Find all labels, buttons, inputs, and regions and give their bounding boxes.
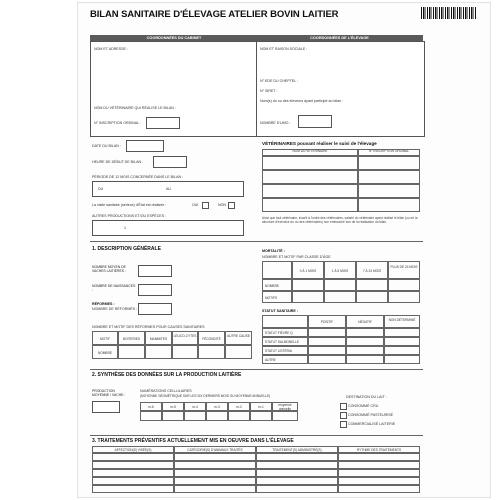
mortality-cell[interactable] xyxy=(292,279,324,291)
status-cell[interactable] xyxy=(384,328,420,337)
vets-col-name: NOM DU VÉTÉRINAIRE xyxy=(262,149,358,156)
treatment-cell[interactable] xyxy=(338,485,420,493)
status-cell[interactable] xyxy=(308,355,346,364)
mortality-cell[interactable] xyxy=(324,291,356,303)
status-cell[interactable] xyxy=(384,355,420,364)
divider xyxy=(90,435,423,436)
treatment-col-header: RYTHME DES TRAITEMENTS xyxy=(338,446,420,453)
mortality-cell[interactable] xyxy=(388,279,420,291)
cabinet-header: COORDONNÉES DU CABINET xyxy=(90,35,258,41)
births-label: NOMBRE DE NAISSANCES : xyxy=(92,284,136,292)
cabinet-ordinal-label: N° INSCRIPTION ORDINAL : xyxy=(94,121,142,125)
month-header: m-4 xyxy=(184,402,206,411)
vets-col-ordinal: N° INSCRIPTION ORDINAL xyxy=(358,149,420,156)
status-cell[interactable] xyxy=(308,337,346,346)
status-col-header: NÉGATIF xyxy=(346,315,384,328)
other-productions-value: 1 xyxy=(124,226,126,230)
period-label: PÉRIODE DE 12 MOIS CONCERNÉE DANS LE BILAN : xyxy=(92,175,184,179)
dest-pasteurized-checkbox[interactable] xyxy=(340,412,347,419)
treatment-cell[interactable] xyxy=(92,477,174,485)
reforms-count-label: NOMBRE DE RÉFORMÉS : xyxy=(92,307,138,311)
motif-col-header: FÉCONDITÉ xyxy=(198,331,225,345)
dest-dairy-label: COMMERCIALISÉ LAITERIE xyxy=(348,422,396,426)
treatment-col-header: AFFECTION(S) VISÉE(S) xyxy=(92,446,174,453)
reform-motif-title: NOMBRE ET MOTIF DES RÉFORMES POUR CAUSES SANITAIRES xyxy=(92,325,205,329)
visit-label: La visite sanitaire (sérieux) d'État est réalisée : xyxy=(92,203,167,207)
status-cell[interactable] xyxy=(346,328,384,337)
month-header: m-1 xyxy=(250,402,272,411)
date-label: DATE DU BILAN : xyxy=(92,144,121,148)
mortality-col-header: PLUS DE 24 MOIS xyxy=(388,261,420,279)
month-cell[interactable] xyxy=(184,411,206,421)
mortality-cell[interactable] xyxy=(292,291,324,303)
status-row-label: STATUT LISTÉRIA xyxy=(262,346,308,355)
elevage-breeders-label: Nom(s) du ou des éleveurs ayant participé au bilan : xyxy=(260,99,344,103)
vets-row[interactable] xyxy=(358,170,420,184)
start-time-field[interactable] xyxy=(153,156,187,168)
treatment-cell[interactable] xyxy=(92,485,174,493)
motif-row-label: NOMBRE xyxy=(92,345,118,359)
treatment-cell[interactable] xyxy=(174,477,256,485)
motif-col-header: LEUCO-CYTES xyxy=(172,331,198,345)
status-cell[interactable] xyxy=(346,346,384,355)
start-time-label: HEURE DE DÉBUT DE BILAN : xyxy=(92,160,144,164)
reforms-label: RÉFORMES : xyxy=(92,302,115,306)
divider xyxy=(90,241,423,242)
cell-counts-sub: (MOYENNE GÉOMÉTRIQUE SUR LES SIX DERNIERS MOIS OU MOYENNE ANNUELLE) xyxy=(140,394,271,398)
cell-counts-label: NUMÉRATIONS CELLULAIRES xyxy=(140,389,192,393)
divider xyxy=(90,369,423,370)
treatment-cell[interactable] xyxy=(256,477,338,485)
elevage-umo-field[interactable] xyxy=(298,115,332,128)
vets-row[interactable] xyxy=(262,184,358,198)
mortality-cell[interactable] xyxy=(324,279,356,291)
elevage-ede-label: N° EDE DU CHEPTEL : xyxy=(260,79,299,83)
status-cell[interactable] xyxy=(346,355,384,364)
elevage-umo-label: NOMBRE D'UMO : xyxy=(260,121,291,125)
month-header: m-5 xyxy=(162,402,184,411)
avg-production-label: PRODUCTION MOYENNE / VACHE : xyxy=(92,389,126,397)
treatment-cell[interactable] xyxy=(338,453,420,461)
status-corner xyxy=(262,315,308,328)
month-header: m-3 xyxy=(206,402,228,411)
status-cell[interactable] xyxy=(308,328,346,337)
section-treatments-title: 3. TRAITEMENTS PRÉVENTIFS ACTUELLEMENT MIS EN OEUVRE DANS L'ÉLEVAGE xyxy=(92,438,294,444)
month-header: m-2 xyxy=(228,402,250,411)
mortality-title: MORTALITÉ : xyxy=(262,249,285,253)
month-cell[interactable] xyxy=(272,411,298,421)
mortality-corner xyxy=(262,261,292,279)
treatment-cell[interactable] xyxy=(256,453,338,461)
treatment-cell[interactable] xyxy=(174,461,256,469)
visit-no-label: NON xyxy=(218,203,226,207)
treatment-cell[interactable] xyxy=(92,461,174,469)
other-productions-label: AUTRES PRODUCTIONS ET/OU ESPÈCES : xyxy=(92,214,167,218)
avg-cows-label: NOMBRE MOYEN DE VACHES LAITIÈRES : xyxy=(92,265,126,273)
period-to-label: AU xyxy=(166,187,171,191)
dest-raw-label: CONSOMMÉ CRU xyxy=(348,404,379,408)
treatment-cell[interactable] xyxy=(92,469,174,477)
status-cell[interactable] xyxy=(346,337,384,346)
treatment-cell[interactable] xyxy=(256,461,338,469)
treatment-cell[interactable] xyxy=(174,485,256,493)
motif-cell[interactable] xyxy=(198,345,225,359)
treatment-cell[interactable] xyxy=(174,453,256,461)
treatment-col-header: CATÉGORIE(S) D'ANIMAUX TRAITÉS xyxy=(174,446,256,453)
mortality-col-header: 0 À 1 MOIS xyxy=(292,261,324,279)
status-cell[interactable] xyxy=(308,346,346,355)
treatment-cell[interactable] xyxy=(338,461,420,469)
other-productions-field[interactable] xyxy=(92,220,244,236)
section-description-title: 1. DESCRIPTION GÉNÉRALE xyxy=(92,246,161,252)
form-title: BILAN SANITAIRE D'ÉLEVAGE ATELIER BOVIN LAITIER xyxy=(90,9,339,20)
date-field[interactable] xyxy=(126,140,164,152)
status-col-header: NON DÉTERMINÉ xyxy=(384,315,420,328)
motif-col-header: MAMMITES xyxy=(145,331,172,345)
mortality-col-header: 1 À 6 MOIS xyxy=(324,261,356,279)
visit-yes-checkbox[interactable] xyxy=(202,202,209,209)
avg-production-field[interactable] xyxy=(92,401,120,413)
elevage-siret-label: N° SIRET : xyxy=(260,89,278,93)
visit-no-checkbox[interactable] xyxy=(228,202,235,209)
month-cell[interactable] xyxy=(250,411,272,421)
mortality-cell[interactable] xyxy=(388,291,420,303)
cabinet-vet-label: NOM DU VÉTÉRINAIRE QUI RÉALISE LE BILAN : xyxy=(94,106,176,110)
status-row-label: AUTRE xyxy=(262,355,308,364)
elevage-header: COORDONNÉES DE L'ÉLEVAGE xyxy=(256,35,423,41)
section-synthesis-title: 2. SYNTHÈSE DES DONNÉES SUR LA PRODUCTION LAITIÈRE xyxy=(92,372,242,378)
mortality-cell[interactable] xyxy=(356,279,388,291)
milk-destination-label: DESTINATION DU LAIT : xyxy=(346,395,387,399)
treatment-cell[interactable] xyxy=(92,453,174,461)
dest-dairy-checkbox[interactable] xyxy=(340,421,347,428)
treatment-cell[interactable] xyxy=(256,469,338,477)
avg-cows-field[interactable] xyxy=(138,265,172,277)
month-cell[interactable] xyxy=(140,411,162,421)
vets-row[interactable] xyxy=(358,198,420,212)
cabinet-name-label: NOM ET ADRESSE : xyxy=(94,47,128,51)
health-status-title: STATUT SANITAIRE : xyxy=(262,309,298,313)
month-header: moyenne annuelle xyxy=(272,402,298,411)
period-from-label: DU xyxy=(98,187,104,191)
cabinet-ordinal-field[interactable] xyxy=(146,117,180,129)
vets-row[interactable] xyxy=(358,156,420,170)
form-sheet xyxy=(78,3,490,497)
births-field[interactable] xyxy=(138,284,172,296)
treatment-cell[interactable] xyxy=(256,485,338,493)
status-row-label: STATUT FIÈVRE Q xyxy=(262,328,308,337)
motif-col-header: AUTRE CAUSE xyxy=(225,331,252,345)
treatment-cell[interactable] xyxy=(174,469,256,477)
mortality-row-label: MOTIFS xyxy=(262,291,292,303)
motif-cell[interactable] xyxy=(145,345,172,359)
status-row-label: STATUT SALMONELLE xyxy=(262,337,308,346)
vets-row[interactable] xyxy=(262,198,358,212)
status-cell[interactable] xyxy=(384,346,420,355)
month-header: m-6 xyxy=(140,402,162,411)
dest-raw-checkbox[interactable] xyxy=(340,403,347,410)
motif-col-header: MOTIF xyxy=(92,331,118,345)
visit-yes-label: OUI xyxy=(192,203,199,207)
vets-title: VÉTÉRINAIRES pouvant réaliser le suivi de l'élevage xyxy=(262,141,377,146)
vets-note: Ainsi que tout vétérinaire, inscrit à l'ordre des vétérinaires, salarié du vétérinaire ayant réalisé le bilan (ou de la structure d'exercice du ou des vétérinaires) non embauché lors de la réalisation du bilan. xyxy=(262,216,418,224)
mortality-col-header: 7 À 24 MOIS xyxy=(356,261,388,279)
dest-pasteurized-label: CONSOMMÉ PASTEURISÉ xyxy=(348,413,394,417)
motif-col-header: BOITERIES xyxy=(118,331,145,345)
status-col-header: POSITIF xyxy=(308,315,346,328)
mortality-cell[interactable] xyxy=(356,291,388,303)
treatment-cell[interactable] xyxy=(338,477,420,485)
month-cell[interactable] xyxy=(162,411,184,421)
motif-cell[interactable] xyxy=(118,345,145,359)
month-cell[interactable] xyxy=(206,411,228,421)
motif-cell[interactable] xyxy=(172,345,198,359)
motif-cell[interactable] xyxy=(225,345,252,359)
elevage-name-label: NOM ET RAISON SOCIALE : xyxy=(260,47,308,51)
reforms-field[interactable] xyxy=(138,303,172,315)
treatment-col-header: TRAITEMENT(S) ADMINISTRÉ(S) xyxy=(256,446,338,453)
month-cell[interactable] xyxy=(228,411,250,421)
mortality-row-label: NOMBRE xyxy=(262,279,292,291)
status-cell[interactable] xyxy=(384,337,420,346)
treatment-cell[interactable] xyxy=(338,469,420,477)
vets-row[interactable] xyxy=(262,170,358,184)
vets-row[interactable] xyxy=(358,184,420,198)
mortality-subtitle: NOMBRE ET MOTIF PAR CLASSE D'ÂGE xyxy=(262,255,331,259)
vets-row[interactable] xyxy=(262,156,358,170)
barcode-icon xyxy=(421,7,476,19)
